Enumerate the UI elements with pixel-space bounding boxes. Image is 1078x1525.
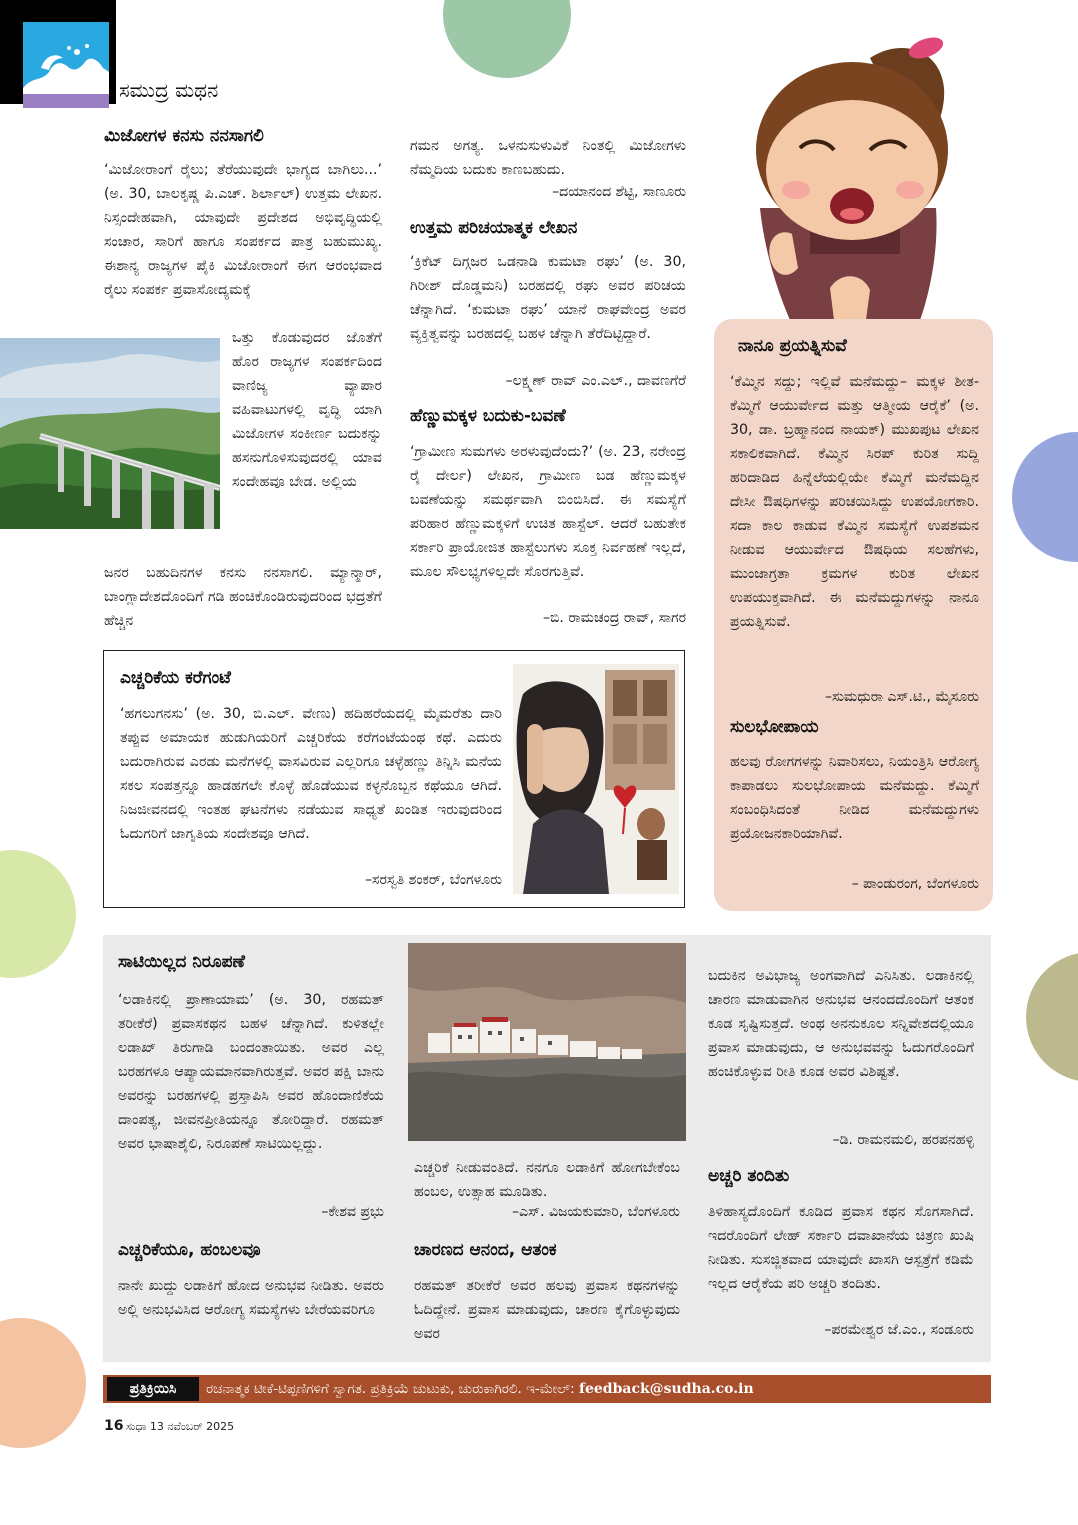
mizoram-signature: –ದಯಾನಂದ ಶೆಟ್ಟಿ, ಸಾಣೂರು xyxy=(552,184,686,200)
decor-circle-blue xyxy=(1012,432,1078,562)
girls-signature: –ಬಿ. ರಾಮಚಂದ್ರ ರಾವ್, ಸಾಗರ xyxy=(543,610,686,626)
easy-heading: ಸುಲಭೋಪಾಯ xyxy=(730,717,819,737)
try-body: ‘ಕೆಮ್ಮಿನ ಸದ್ದು; ಇಲ್ಲಿವೆ ಮನೆಮದ್ದು– ಮಕ್ಕಳ ಶೀತ-ಕೆಮ್ಮಿಗೆ ಆಯುರ್ವೇದ ಮತ್ತು ಆತ್ಮೀಯ ಆರೈಕೆ’ (ಅ. 30, ಡಾ. ಬ್ರಹ್ಮಾನಂದ ನಾಯಕ್) ಮುಖಪುಟ ಲೇಖನ ಸಕಾಲಿಕವಾಗಿದೆ. ಕೆಮ್ಮಿನ ಸಿರಪ್ ಕುರಿತ ಸುದ್ದಿ ಹರಿದಾಡಿದ ಹಿನ್ನೆಲೆಯಲ್ಲಿಯೇ ಕೆಮ್ಮಿಗೆ ಮನೆಮದ್ದಿನ ದೇಸೀ ಔಷಧಿಗಳನ್ನು ಪರಿಚಯಿಸಿದ್ದು ಉಪಯೋಗಕಾರಿ. ಸದಾ ಕಾಲ ಕಾಡುವ ಕೆಮ್ಮಿನ ಸಮಸ್ಯೆಗೆ ಉಪಶಮನ ನೀಡುವ ಆಯುರ್ವೇದ ಔಷಧಿಯ ಸಲಹೆಗಳು, ಮುಂಜಾಗ್ರತಾ ಕ್ರಮಗಳ ಕುರಿತ ಲೇಖನ ಉಪಯುಕ್ತವಾಗಿದೆ. ಈ ಮನೆಮದ್ದುಗಳನ್ನು ನಾನೂ ಪ್ರಯತ್ನಿಸುವೆ. xyxy=(730,374,979,630)
mizoram-bridge-photo xyxy=(0,338,220,529)
joy-signature: –ಡಿ. ರಾಮನಮಲಿ, ಹರಪನಹಳ್ಳಿ xyxy=(832,1132,974,1148)
surprise-heading: ಅಚ್ಚರಿ ತಂದಿತು xyxy=(708,1166,790,1186)
caution-heading: ಎಚ್ಚರಿಕೆಯೂ, ಹಂಬಲವೂ xyxy=(118,1240,261,1260)
girls-heading: ಹೆಣ್ಣುಮಕ್ಕಳ ಬದುಕು-ಬವಣೆ xyxy=(410,406,566,426)
section-logo xyxy=(23,22,109,108)
joy-body-1: ರಹಮತ್ ತರೀಕೆರೆ ಅವರ ಹಲವು ಪ್ರವಾಸ ಕಥನಗಳನ್ನು ಓದಿದ್ದೇನೆ. ಪ್ರವಾಸ ಮಾಡುವುದು, ಚಾರಣ ಕೈಗೊಳ್ಳುವುದು ಅವರ xyxy=(414,1278,680,1342)
warning-signature: –ಸರಸ್ವತಿ ಶಂಕರ್, ಬೆಂಗಳೂರು xyxy=(365,872,502,888)
mizoram-body-2: ಒತ್ತು ಕೊಡುವುದರ ಜೊತೆಗೆ ಹೊರ ರಾಜ್ಯಗಳ ಸಂಪರ್ಕದಿಂದ ವಾಣಿಜ್ಯ ವ್ಯಾಪಾರ ವಹಿವಾಟುಗಳಲ್ಲಿ ವೃದ್ಧಿ ಯಾಗಿ ಮಿಜೋಗಳ ಸಂಕೀರ್ಣ ಬದುಕನ್ನು ಹಸನುಗೊಳಿಸುವುದರಲ್ಲಿ ಯಾವ ಸಂದೇಹವೂ ಬೇಡ. ಅಲ್ಲಿಯ xyxy=(232,330,382,490)
ladakh-monastery-photo xyxy=(408,943,686,1141)
caution-body-1: ನಾನೇ ಖುದ್ದು ಲಡಾಕಿಗೆ ಹೋದ ಅನುಭವ ನೀಡಿತು. ಅವರು ಅಲ್ಲಿ ಅನುಭವಿಸಿದ ಆರೋಗ್ಯ ಸಮಸ್ಯೆಗಳು ಬೇರೆಯವರಿಗೂ xyxy=(118,1278,384,1318)
easy-body: ಹಲವು ರೋಗಗಳನ್ನು ನಿವಾರಿಸಲು, ನಿಯಂತ್ರಿಸಿ ಆರೋಗ್ಯ ಕಾಪಾಡಲು ಸುಲಭೋಪಾಯ ಮನೆಮದ್ದು. ಕೆಮ್ಮಿಗೆ ಸಂಬಂಧಿಸಿದಂತೆ ನೀಡಿದ ಮನೆಮದ್ದುಗಳು ಪ್ರಯೋಜನಕಾರಿಯಾಗಿವೆ. xyxy=(730,754,979,842)
joy-body-2: ಬದುಕಿನ ಅವಿಭಾಜ್ಯ ಅಂಗವಾಗಿದೆ ಎನಿಸಿತು. ಲಡಾಕಿನಲ್ಲಿ ಚಾರಣ ಮಾಡುವಾಗಿನ ಅನುಭವ ಆನಂದದೊಂದಿಗೆ ಆತಂಕ ಕೂಡ ಸೃಷ್ಟಿಸುತ್ತದೆ. ಅಂಥ ಅನನುಕೂಲ ಸನ್ನಿವೇಶದಲ್ಲಿಯೂ ಪ್ರವಾಸ ಮಾಡುವುದು, ಆ ಅನುಭವವನ್ನು ಓದುಗರೊಂದಿಗೆ ಹಂಚಿಕೊಳ್ಳುವ ರೀತಿ ಕೂಡ ಅವರ ವಿಶಿಷ್ಟತೆ. xyxy=(708,968,974,1080)
try-signature: –ಸುಮಧುರಾ ಎಸ್.ಟಿ., ಮೈಸೂರು xyxy=(825,689,979,705)
warning-body: ‘ಹಗಲುಗನಸು’ (ಅ. 30, ಬಿ.ಎಲ್. ವೇಣು) ಹದಿಹರೆಯದಲ್ಲಿ ಮೈಮರೆತು ದಾರಿ ತಪ್ಪುವ ಅಮಾಯಕ ಹುಡುಗಿಯರಿಗೆ ಎಚ್ಚರಿಕೆಯ ಕರೆಗಂಟೆಯಂಥ ಕಥೆ. ಎದುರು ಬದುರಾಗಿರುವ ಎರಡು ಮನೆಗಳಲ್ಲಿ ವಾಸವಿರುವ ಎಲ್ಲರಿಗೂ ಚಳ್ಳೆಹಣ್ಣು ತಿನ್ನಿಸಿ ಮನೆಯ ಸಕಲ ಸಂಪತ್ತನ್ನೂ ಹಾಡಹಗಲೇ ಕೊಳ್ಳೆ ಹೊಡೆಯುವ ಕಳ್ಳನೊಬ್ಬನ ಕಥೆಯೂ ಆಗಿದೆ. ನಿಜಜೀವನದಲ್ಲಿ ಇಂತಹ ಘಟನೆಗಳು ನಡೆಯುವ ಸಾಧ್ಯತೆ ಖಂಡಿತ ಇರುವುದರಿಂದ ಓದುಗರಿಗೆ ಜಾಗೃತಿಯ ಸಂದೇಶವೂ ಆಗಿದೆ. xyxy=(120,706,502,842)
intro-signature: –ಲಕ್ಷ್ಮಣ್ ರಾವ್ ಎಂ.ಎಲ್., ದಾವಣಗೆರೆ xyxy=(505,373,686,389)
joy-heading: ಚಾರಣದ ಆನಂದ, ಆತಂಕ xyxy=(414,1240,557,1260)
unmatched-body: ‘ಲಡಾಕಿನಲ್ಲಿ ಪ್ರಾಣಾಯಾಮ’ (ಅ. 30, ರಹಮತ್ ತರೀಕೆರೆ) ಪ್ರವಾಸಕಥನ ಬಹಳ ಚೆನ್ನಾಗಿದೆ. ಕುಳಿತಲ್ಲೇ ಲಡಾಖ್ ತಿರುಗಾಡಿ ಬಂದಂತಾಯಿತು. ಅವರ ಎಲ್ಲ ಬರಹಗಳೂ ಆಪ್ಯಾಯಮಾನವಾಗಿರುತ್ತವೆ. ಅವರ ಪಕ್ಷಿ ಬಾನು ಅವರನ್ನು ಬರಹಗಳಲ್ಲಿ ಪ್ರಸ್ತಾಪಿಸಿ ಅವರ ಹೊಂದಾಣಿಕೆಯ ದಾಂಪತ್ಯ, ಜೀವನಪ್ರೀತಿಯನ್ನೂ ತೋರಿದ್ದಾರೆ. ರಹಮತ್ ಅವರ ಭಾಷಾಶೈಲಿ, ನಿರೂಪಣೆ ಸಾಟಿಯಿಲ್ಲದ್ದು. xyxy=(118,992,384,1152)
issue-info: ಸುಧಾ 13 ನವೆಂಬರ್ 2025 xyxy=(126,1420,235,1433)
decor-circle-lime xyxy=(0,850,76,978)
intro-body: ‘ಕ್ರಿಕೆಟ್ ದಿಗ್ಗಜರ ಒಡನಾಡಿ ಕುಮಟಾ ರಘು’ (ಅ. 30, ಗಿರೀಶ್ ದೊಡ್ಡಮನಿ) ಬರಹದಲ್ಲಿ ರಘು ಅವರ ಪರಿಚಯ ಚೆನ್ನಾಗಿದೆ. ‘ಕುಮಟಾ ರಘು’ ಯಾನೆ ರಾಘವೇಂದ್ರ ಅವರ ವ್ಯಕ್ತಿತ್ವವನ್ನು ಬರಹದಲ್ಲಿ ಬಹಳ ಚೆನ್ನಾಗಿ ತೆರೆದಿಟ್ಟಿದ್ದಾರೆ. xyxy=(410,254,686,342)
feedback-message xyxy=(206,1375,986,1403)
intro-heading: ಉತ್ತಮ ಪರಿಚಯಾತ್ಮಕ ಲೇಖನ xyxy=(410,218,578,238)
easy-signature: – ಪಾಂಡುರಂಗ, ಬೆಂಗಳೂರು xyxy=(851,876,979,892)
decor-circle-green xyxy=(443,0,571,78)
surprise-signature: –ಪರಮೇಶ್ವರ ಜೆ.ಎಂ., ಸಂಡೂರು xyxy=(824,1322,974,1338)
feedback-message-text: ರಚನಾತ್ಮಕ ಟೀಕೆ-ಟಿಪ್ಪಣಿಗಳಿಗೆ ಸ್ವಾಗತ. ಪ್ರತಿಕ್ರಿಯೆ ಚುಟುಕು, ಚುರುಕಾಗಿರಲಿ. ಇ-ಮೇಲ್: xyxy=(206,1381,575,1397)
caution-body-2: ಎಚ್ಚರಿಕೆ ನೀಡುವಂತಿದೆ. ನನಗೂ ಲಡಾಕಿಗೆ ಹೋಗಬೇಕೆಂಬ ಹಂಬಲ, ಉತ್ಸಾಹ ಮೂಡಿತು. xyxy=(414,1160,680,1200)
unmatched-heading: ಸಾಟಿಯಿಲ್ಲದ ನಿರೂಪಣೆ xyxy=(118,952,245,972)
story-illustration xyxy=(513,664,679,894)
feedback-label: ಪ್ರತಿಕ್ರಿಯಿಸಿ xyxy=(107,1377,199,1401)
coughing-girl-illustration xyxy=(730,28,980,320)
mizoram-heading: ಮಿಜೋಗಳ ಕನಸು ನನಸಾಗಲಿ xyxy=(104,126,264,146)
mizoram-body-4: ಗಮನ ಅಗತ್ಯ. ಒಳನುಸುಳುವಿಕೆ ನಿಂತಲ್ಲಿ ಮಿಜೋಗಳು ನೆಮ್ಮದಿಯ ಬದುಕು ಕಾಣಬಹುದು. xyxy=(410,138,686,178)
wave-splash-icon xyxy=(23,22,109,108)
feedback-email-link[interactable]: feedback@sudha.co.in xyxy=(578,1381,754,1397)
section-title: ಸಮುದ್ರ ಮಥನ xyxy=(119,78,219,102)
try-heading: ನಾನೂ ಪ್ರಯತ್ನಿಸುವೆ xyxy=(738,336,847,356)
surprise-body: ತಿಳಿಹಾಸ್ಯದೊಂದಿಗೆ ಕೂಡಿದ ಪ್ರವಾಸ ಕಥನ ಸೊಗಸಾಗಿದೆ. ಇದರೊಂದಿಗೆ ಲೇಹ್ ಸರ್ಕಾರಿ ದವಾಖಾನೆಯ ಚಿತ್ರಣ ಖುಷಿ ನೀಡಿತು. ಸುಸಜ್ಜಿತವಾದ ಯಾವುದೇ ಖಾಸಗಿ ಆಸ್ಪತ್ರೆಗೆ ಕಡಿಮೆ ಇಲ್ಲದ ಆರೈಕೆಯ ಪರಿ ಅಚ್ಚರಿ ತಂದಿತು. xyxy=(708,1204,974,1292)
mizoram-body-3: ಜನರ ಬಹುದಿನಗಳ ಕನಸು ನನಸಾಗಲಿ. ಮ್ಯಾನ್ಮಾರ್, ಬಾಂಗ್ಲಾದೇಶದೊಂದಿಗೆ ಗಡಿ ಹಂಚಿಕೊಂಡಿರುವುದರಿಂದ ಭದ್ರತೆಗೆ ಹೆಚ್ಚಿನ xyxy=(104,565,382,629)
page-number: 16 xyxy=(104,1418,124,1434)
decor-circle-olive xyxy=(1026,952,1078,1082)
decor-circle-peach xyxy=(0,1318,86,1448)
warning-heading: ಎಚ್ಚರಿಕೆಯ ಕರೆಗಂಟೆ xyxy=(120,668,231,688)
unmatched-signature: –ಕೇಶವ ಪ್ರಭು xyxy=(321,1204,384,1220)
caution-signature: –ಎಸ್. ವಿಜಯಕುಮಾರಿ, ಬೆಂಗಳೂರು xyxy=(512,1204,680,1220)
mizoram-body-1: ‘ಮಿಜೋರಾಂಗೆ ರೈಲು; ತೆರೆಯುವುದೇ ಭಾಗ್ಯದ ಬಾಗಿಲು...’ (ಅ. 30, ಬಾಲಕೃಷ್ಣ ಪಿ.ಎಚ್. ಶಿರ್ಲಾಲ್) ಉತ್ತಮ ಲೇಖನ. ನಿಸ್ಸಂದೇಹವಾಗಿ, ಯಾವುದೇ ಪ್ರದೇಶದ ಅಭಿವೃದ್ಧಿಯಲ್ಲಿ ಸಂಚಾರ, ಸಾರಿಗೆ ಹಾಗೂ ಸಂಪರ್ಕದ ಪಾತ್ರ ಬಹುಮುಖ್ಯ. ಈಶಾನ್ಯ ರಾಜ್ಯಗಳ ಪೈಕಿ ಮಿಜೋರಾಂಗೆ ಈಗ ಆರಂಭವಾದ ರೈಲು ಸಂಪರ್ಕ ಪ್ರವಾಸೋದ್ಯಮಕ್ಕೆ xyxy=(104,162,382,298)
girls-body: ‘ಗ್ರಾಮೀಣ ಸುಮಗಳು ಅರಳುವುದೆಂದು?’ (ಅ. 23, ನರೇಂದ್ರ ರೈ ದೇರ್ಲ) ಲೇಖನ, ಗ್ರಾಮೀಣ ಬಡ ಹೆಣ್ಣುಮಕ್ಕಳ ಬವಣೆಯನ್ನು ಸಮರ್ಥವಾಗಿ ಬಿಂಬಿಸಿದೆ. ಈ ಸಮಸ್ಯೆಗೆ ಪರಿಹಾರ ಹೆಣ್ಣುಮಕ್ಕಳಿಗೆ ಉಚಿತ ಹಾಸ್ಟೆಲ್. ಆದರೆ ಬಹುತೇಕ ಸರ್ಕಾರಿ ಪ್ರಾಯೋಜಿತ ಹಾಸ್ಟೆಲುಗಳು ಸೂಕ್ತ ನಿರ್ವಹಣೆ ಇಲ್ಲದೆ, ಮೂಲ ಸೌಲಭ್ಯಗಳಿಲ್ಲದೇ ಸೊರಗುತ್ತಿವೆ. xyxy=(410,444,686,580)
